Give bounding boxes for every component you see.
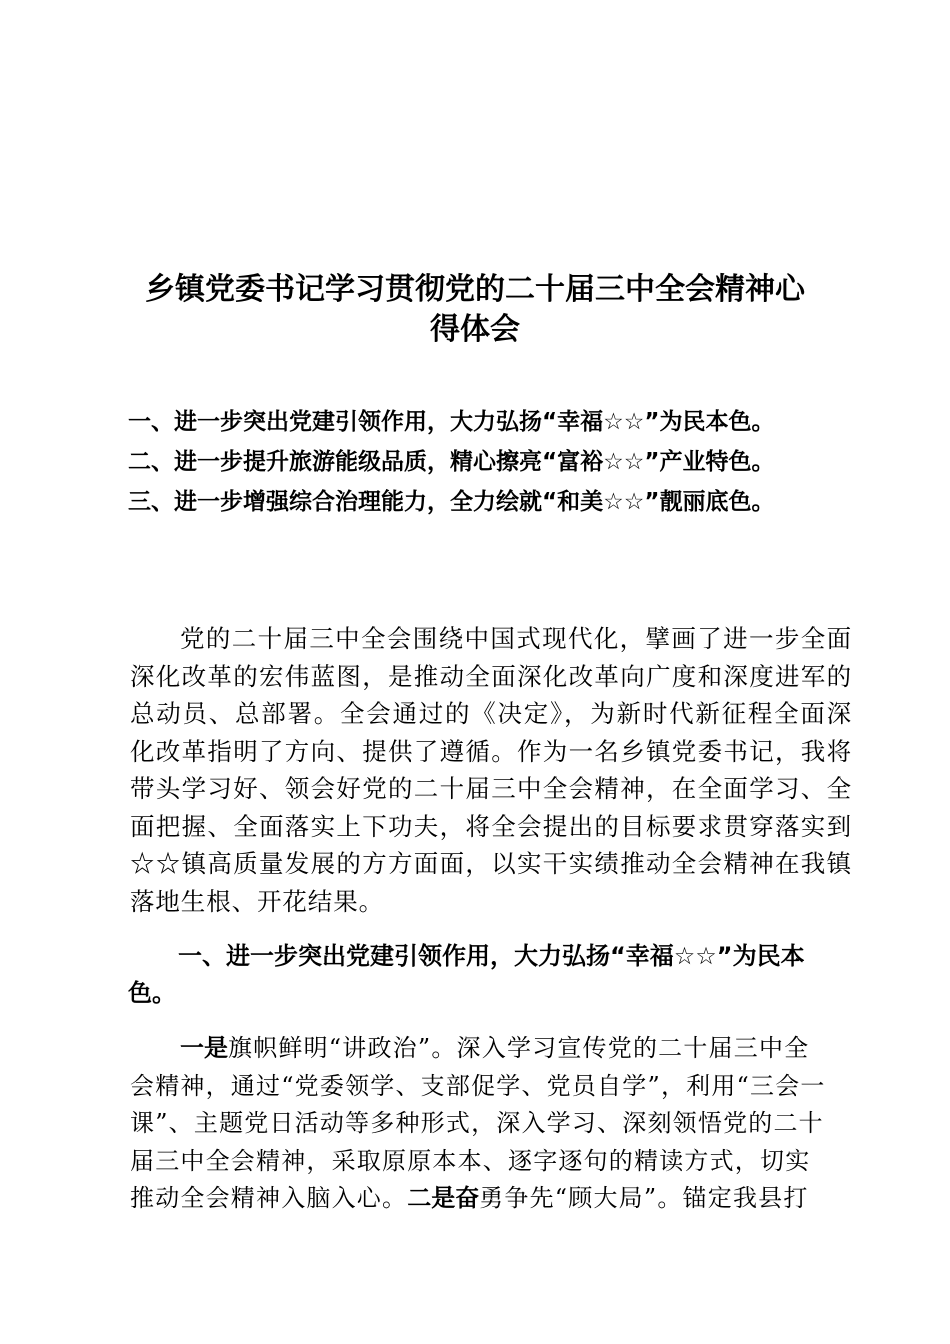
outline-list [128, 402, 868, 522]
lead-one: 一是 [180, 1034, 228, 1062]
lead-two: 二是奋 [407, 1184, 480, 1212]
section-1-heading: 一、进一步突出党建引领作用，大力弘扬“幸福☆☆”为民本色。 [128, 942, 805, 1007]
outline-item-1: 一、进一步突出党建引领作用，大力弘扬“幸福☆☆”为民本色。 [128, 409, 775, 435]
title-line-1: 乡镇党委书记学习贯彻党的二十届三中全会精神心 [145, 272, 805, 307]
title-line-2: 得体会 [430, 312, 520, 347]
intro-paragraph: 党的二十届三中全会围绕中国式现代化，擘画了进一步全面深化改革的宏伟蓝图，是推动全面深化改革向广度和深度进军的总动员、总部署。全会通过的《决定》，为新时代新征程全面深化改革指明了方向、提供了遵循。作为一名乡镇党委书记，我将带头学习好、领会好党的二十届三中全会精神，在全面学习、全面把握、全面落实上下功夫，将全会提出的目标要求贯穿落实到☆☆镇高质量发展的方方面面，以实干实绩推动全会精神在我镇落地生根、开花结果。 [130, 624, 852, 916]
section-1-paragraph [130, 1030, 851, 1218]
outline-item-2: 二、进一步提升旅游能级品质，精心擦亮“富裕☆☆”产业特色。 [128, 449, 775, 475]
section-1-text-2: 勇争先“顾大局”。锚定我县打 [479, 1184, 809, 1212]
document-title [110, 270, 840, 350]
outline-item-3: 三、进一步增强综合治理能力，全力绘就“和美☆☆”靓丽底色。 [128, 489, 775, 515]
section-1-text-1: 旗帜鲜明“讲政治”。深入学习宣传党的二十届三中全 会精神，通过“党委领学、支部促学、党员自学”，利用“三会一 课”、主题党日活动等多种形式，深入学习、深刻领悟党的二十 届三中全会精神，采取原原本本、逐字逐句的精读方式，切实 推动全会精神入脑入心。 [130, 1034, 851, 1212]
